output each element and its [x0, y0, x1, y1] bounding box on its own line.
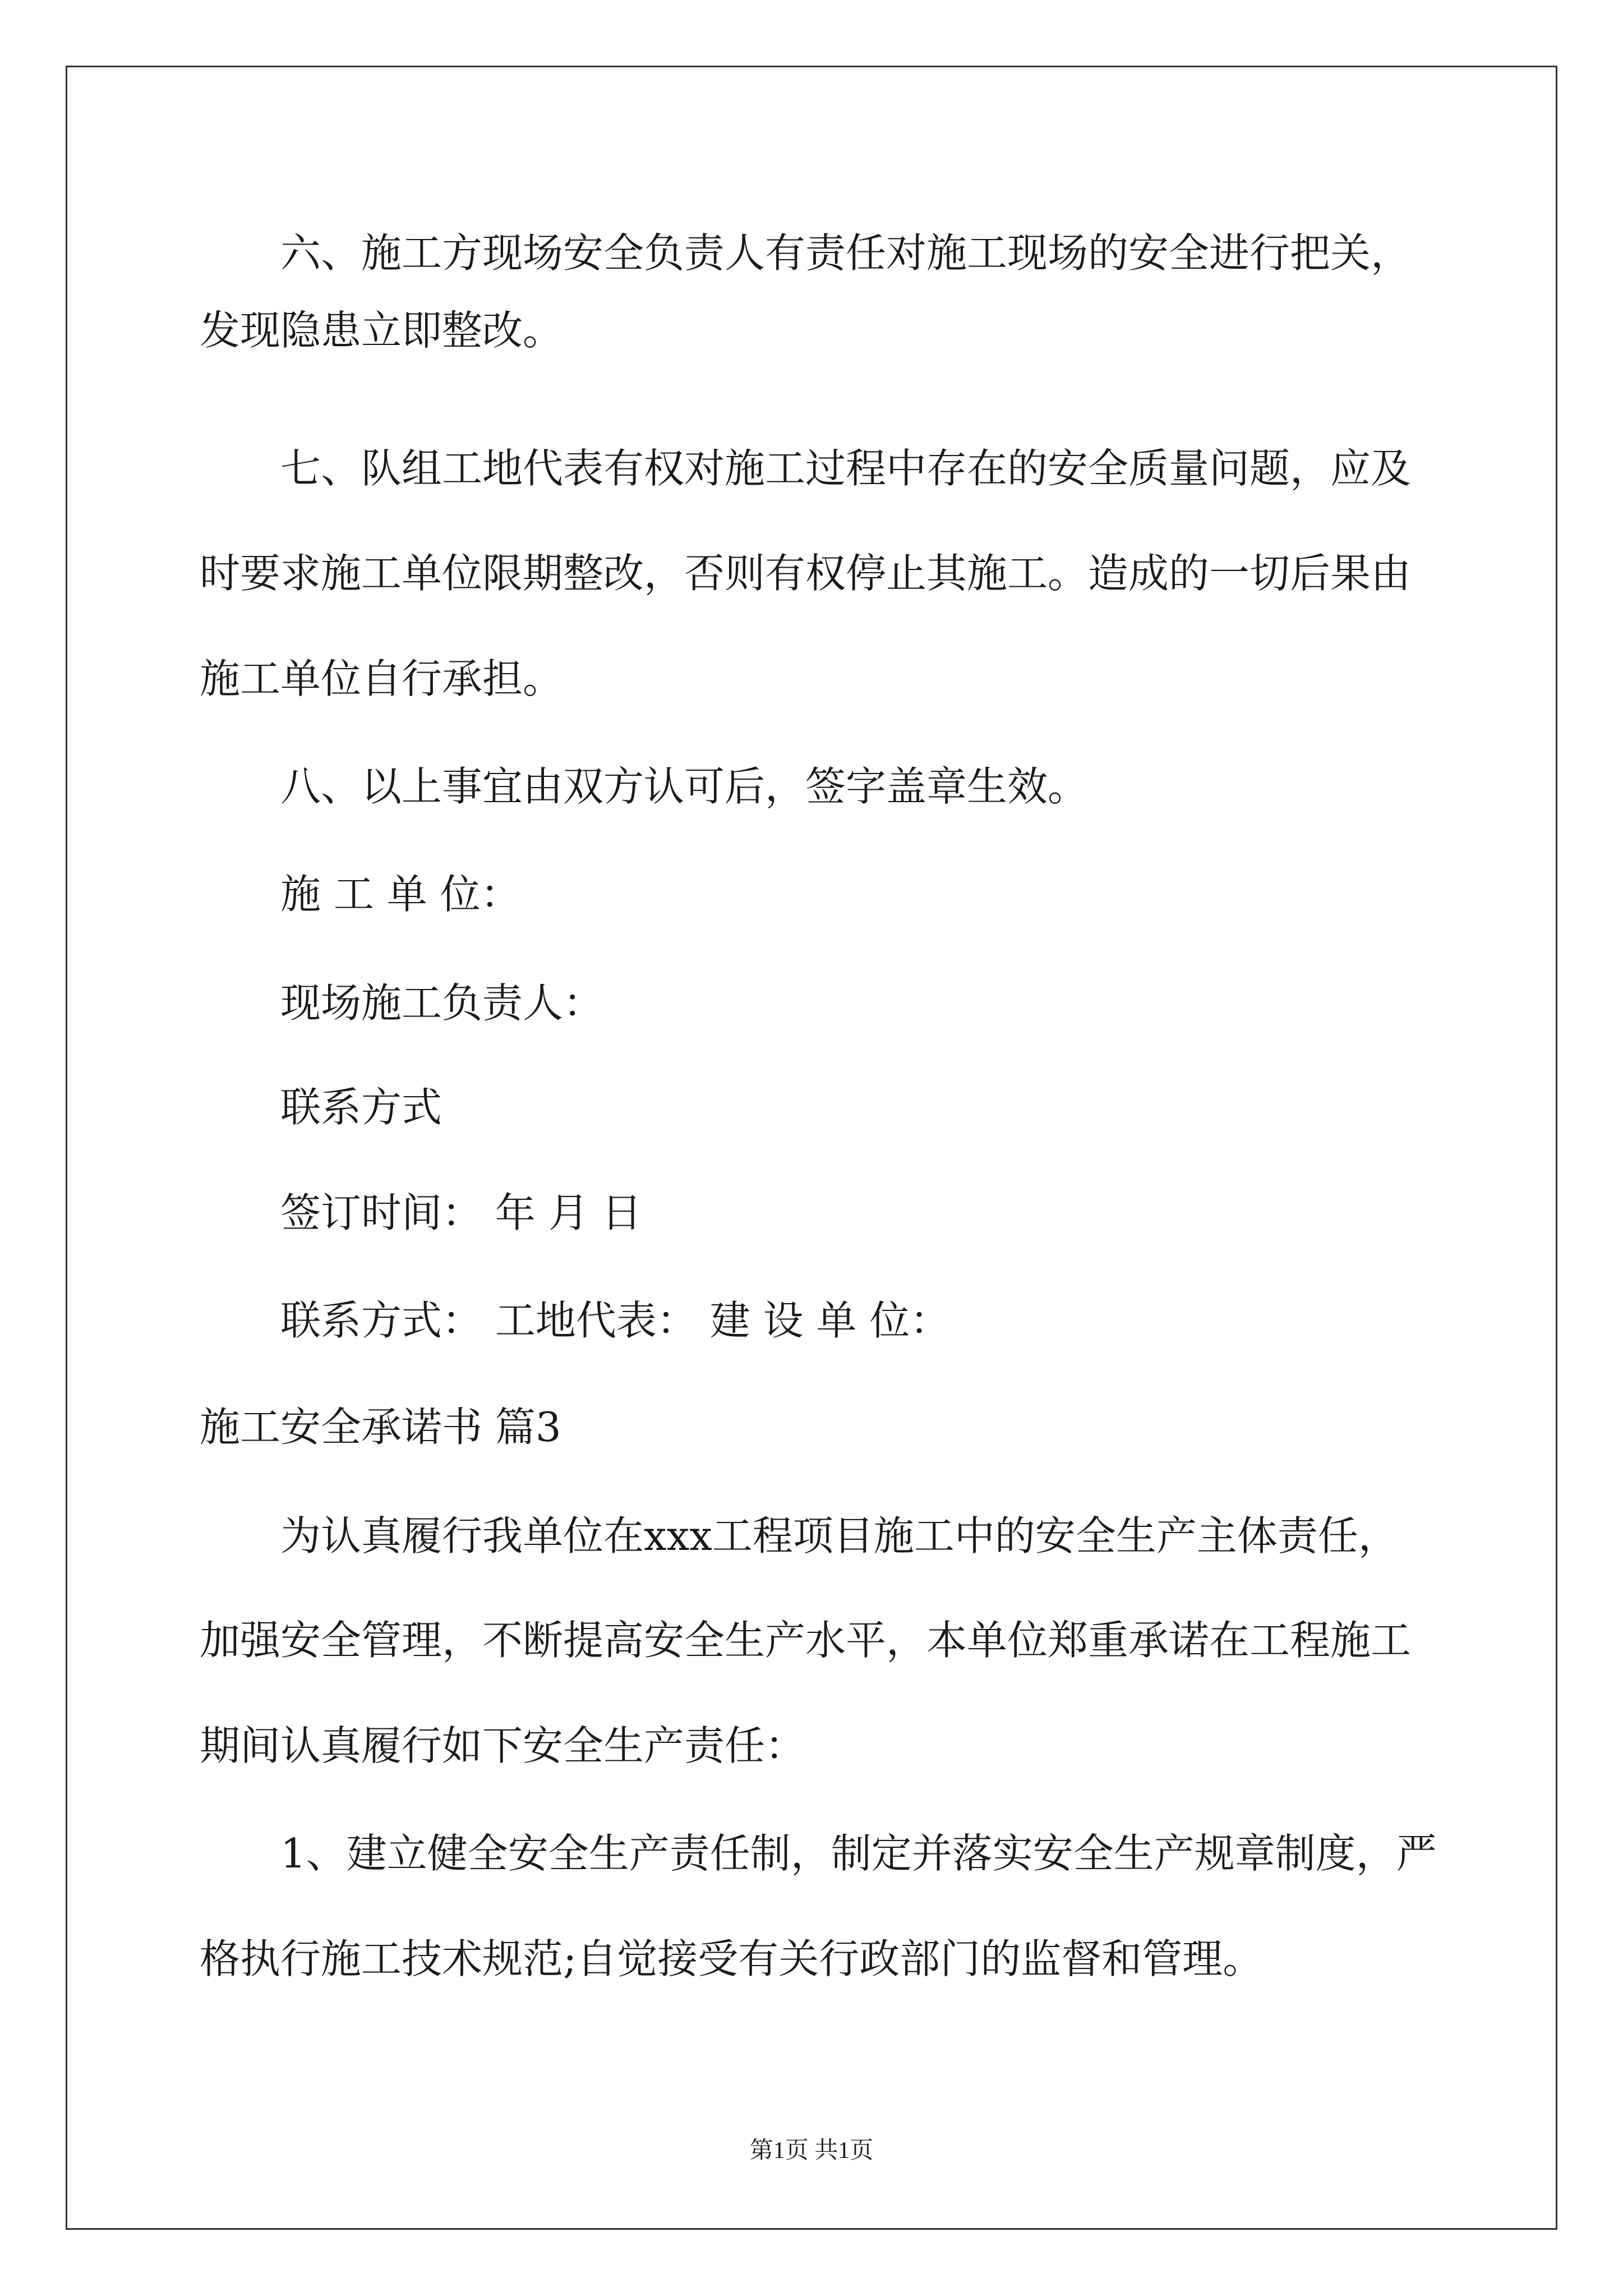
- paragraph-7-line-3: 施工单位自行承担。: [200, 655, 564, 702]
- paragraph-7-line-2: 时要求施工单位限期整改，否则有权停止其施工。造成的一切后果由: [200, 550, 1412, 597]
- page-footer: 第1页 共1页: [749, 2138, 874, 2164]
- site-manager-label: 现场施工负责人：: [280, 979, 604, 1027]
- paragraph-7-line-1: 七、队组工地代表有权对施工过程中存在的安全质量问题，应及: [280, 445, 1412, 492]
- section-title: 施工安全承诺书 篇3: [200, 1404, 561, 1451]
- item-1-line-2: 格执行施工技术规范;自觉接受有关行政部门的监督和管理。: [200, 1935, 1264, 1982]
- paragraph-8-line-1: 八、以上事宜由双方认可后，签字盖章生效。: [280, 763, 1089, 810]
- signing-time-label: 签订时间： 年 月 日: [280, 1189, 642, 1236]
- paragraph-6-line-2: 发现隐患立即整改。: [200, 307, 564, 354]
- page-border: [66, 66, 1557, 2230]
- contact-method-label: 联系方式: [280, 1084, 442, 1131]
- item-1-line-1: 1、建立健全安全生产责任制，制定并落实安全生产规章制度，严: [280, 1830, 1437, 1877]
- contact-signatures-label: 联系方式： 工地代表： 建 设 单 位：: [280, 1297, 951, 1344]
- paragraph-6-line-1: 六、施工方现场安全负责人有责任对施工现场的安全进行把关，: [280, 229, 1412, 277]
- construction-unit-label: 施 工 单 位：: [280, 871, 521, 918]
- intro-line-1: 为认真履行我单位在xxx工程项目施工中的安全生产主体责任，: [280, 1512, 1399, 1559]
- intro-line-3: 期间认真履行如下安全生产责任：: [200, 1722, 806, 1769]
- intro-line-2: 加强安全管理，不断提高安全生产水平，本单位郑重承诺在工程施工: [200, 1617, 1412, 1664]
